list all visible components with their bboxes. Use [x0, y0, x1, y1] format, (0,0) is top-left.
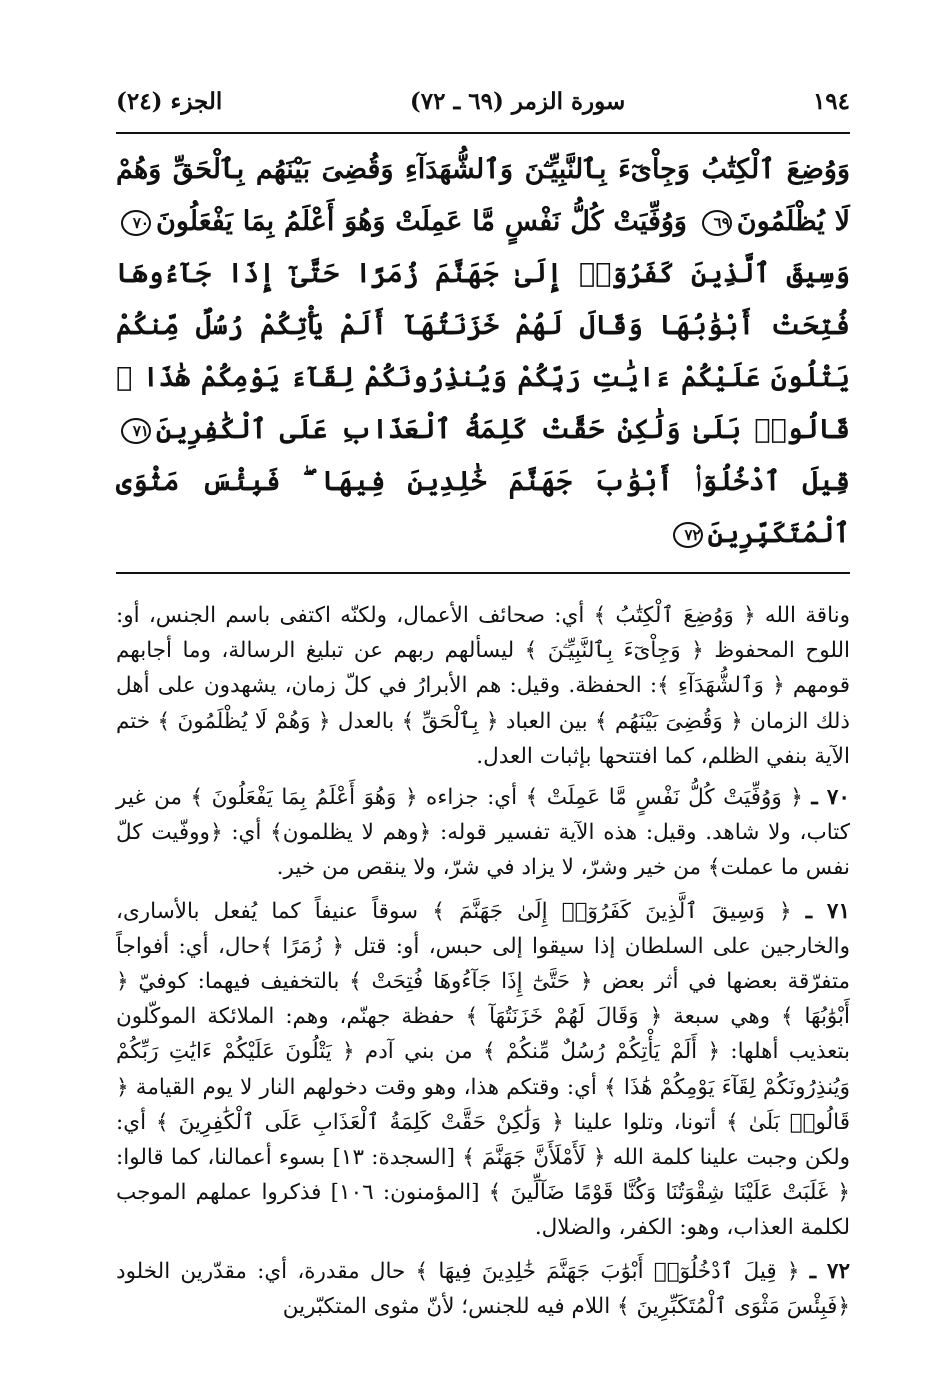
commentary-paragraph-69 [116, 598, 850, 774]
running-head [116, 88, 850, 126]
commentary-text: وناقة الله ﴿ وَوُضِعَ ٱلْكِتَٰبُ ﴾ أي: صحائف الأعمال، ولكنّه اكتفى باسم الجنس، أو: اللوح المحفوظ ﴿ وَجِاْىٓءَ بِٱلنَّبِيِّـۧنَ ﴾ ليسألهم ربهم عن تبليغ الرسالة، وما أجابهم قومهم ﴿ وَٱلشُّهَدَآءِ ﴾: الحفظة. وقيل: هم الأبرارُ في كلّ زمان، يشهدون على أهل ذلك الزمان ﴿ وَقُضِىَ بَيْنَهُم ﴾ بين العباد ﴿ بِٱلْحَقِّ ﴾ بالعدل ﴿ وَهُمْ لَا يُظْلَمُونَ ﴾ ختم الآية بنفي الظلم، كما افتتحها بإثبات العدل. [116, 603, 850, 769]
verse-71 [116, 258, 850, 445]
page-number: ١٩٤ [812, 88, 850, 115]
header-rule [116, 132, 850, 134]
verse-text: قِيلَ ٱدْخُلُوٓا۟ أَبْوَٰبَ جَهَنَّمَ خَٰلِدِينَ فِيهَا ۖ فَبِئْسَ مَثْوَى ٱلْمُتَكَبِّرِينَ [116, 466, 850, 549]
commentary-verse-number: ٧٢ ـ [809, 1258, 850, 1284]
ayah-number-marker: ٦٩ [702, 210, 732, 236]
tafsir-commentary [116, 598, 850, 1324]
commentary-paragraph-71 [116, 894, 850, 1246]
ayah-number-marker: ٧١ [121, 418, 151, 444]
verse-70 [116, 206, 687, 237]
quran-verses [116, 144, 850, 560]
ayah-number-marker: ٧٠ [121, 210, 151, 236]
commentary-paragraph-72 [116, 1254, 850, 1324]
verse-text: وَوُضِعَ ٱلْكِتَٰبُ وَجِاْىٓءَ بِٱلنَّبِيِّـۧنَ وَٱلشُّهَدَآءِ وَقُضِىَ بَيْنَهُم بِٱلْحَقِّ وَهُمْ لَا يُظْلَمُونَ [116, 154, 851, 237]
ayah-number-marker: ٧٢ [673, 522, 703, 548]
verse-72 [116, 466, 850, 549]
commentary-text: ﴿ وَسِيقَ ٱلَّذِينَ كَفَرُوٓا۟ إِلَىٰ جَهَنَّمَ ﴾ سوقاً عنيفاً كما يُفعل بالأسارى، والخارجين على السلطان إذا سيقوا إلى حبس، أو: قتل ﴿ زُمَرًا ﴾حال، أي: أفواجاً متفرّقة بعضها في أثر بعض ﴿ حَتَّىٰٓ إِذَا جَآءُوهَا فُتِحَتْ ﴾ بالتخفيف فيهما: كوفيّ ﴿ أَبْوَٰبُهَا ﴾ وهي سبعة ﴿ وَقَالَ لَهُمْ خَزَنَتُهَآ ﴾ حفظة جهنّم، وهم: الملائكة الموكّلون بتعذيب أهلها: ﴿ أَلَمْ يَأْتِكُمْ رُسُلٌ مِّنكُمْ ﴾ من بني آدم ﴿ يَتْلُونَ عَلَيْكُمْ ءَايَٰتِ رَبِّكُمْ وَيُنذِرُونَكُمْ لِقَآءَ يَوْمِكُمْ هَٰذَا ﴾ أي: وقتكم هذا، وهو وقت دخولهم النار لا يوم القيامة ﴿ قَالُوا۟ بَلَىٰ ﴾ أتونا، وتلوا علينا ﴿ وَلَٰكِنْ حَقَّتْ كَلِمَةُ ٱلْعَذَابِ عَلَى ٱلْكَٰفِرِينَ ﴾ أي: ولكن وجبت علينا كلمة الله ﴿ لَأَمْلَأَنَّ جَهَنَّمَ ﴾ [السجدة: ١٣] بسوء أعمالنا، كما قالوا: ﴿ غَلَبَتْ عَلَيْنَا شِقْوَتُنَا وَكُنَّا قَوْمًا ضَآلِّينَ ﴾ [المؤمنون: ١٠٦] فذكروا عملهم الموجب لكلمة العذاب، وهو: الكفر، والضلال. [116, 898, 851, 1241]
commentary-paragraph-70 [116, 780, 850, 886]
verse-text: وَسِيقَ ٱلَّذِينَ كَفَرُوٓا۟ إِلَىٰ جَهَنَّمَ زُمَرًا حَتَّىٰٓ إِذَا جَآءُوهَا فُتِحَتْ أَبْوَٰبُهَا وَقَالَ لَهُمْ خَزَنَتُهَآ أَلَمْ يَأْتِكُمْ رُسُلٌ مِّنكُمْ يَتْلُونَ عَلَيْكُمْ ءَايَٰتِ رَبِّكُمْ وَيُنذِرُونَكُمْ لِقَآءَ يَوْمِكُمْ هَٰذَا ۚ قَالُوا۟ بَلَىٰ وَلَٰكِنْ حَقَّتْ كَلِمَةُ ٱلْعَذَابِ عَلَى ٱلْكَٰفِرِينَ [116, 258, 850, 445]
commentary-text: ﴿ قِيلَ ٱدْخُلُوٓا۟ أَبْوَٰبَ جَهَنَّمَ خَٰلِدِينَ فِيهَا ﴾ حال مقدرة، أي: مقدّرين الخلود ﴿فَبِئْسَ مَثْوَى ٱلْمُتَكَبِّرِينَ ﴾ اللام فيه للجنس؛ لأنّ مثوى المتكبّرين [116, 1258, 850, 1319]
commentary-text: ﴿ وَوُفِّيَتْ كُلُّ نَفْسٍ مَّا عَمِلَتْ ﴾ أي: جزاءه ﴿ وَهُوَ أَعْلَمُ بِمَا يَفْعَلُونَ ﴾ من غير كتاب، ولا شاهد. وقيل: هذه الآية تفسير قوله: ﴿وهم لا يظلمون﴾ أي: ﴿ووفّيت كلّ نفس ما عملت﴾ من خير وشرّ، لا يزاد في شرّ، ولا ينقص من خير. [116, 785, 850, 881]
juz-label: الجزء (٢٤) [116, 88, 223, 115]
surah-title: سورة الزمر (٦٩ ـ ٧٢) [409, 88, 626, 115]
verses-rule [116, 572, 850, 574]
commentary-verse-number: ٧٠ ـ [811, 785, 850, 811]
verse-text: وَوُفِّيَتْ كُلُّ نَفْسٍ مَّا عَمِلَتْ وَهُوَ أَعْلَمُ بِمَا يَفْعَلُونَ [156, 206, 687, 237]
commentary-verse-number: ٧١ ـ [805, 898, 851, 924]
